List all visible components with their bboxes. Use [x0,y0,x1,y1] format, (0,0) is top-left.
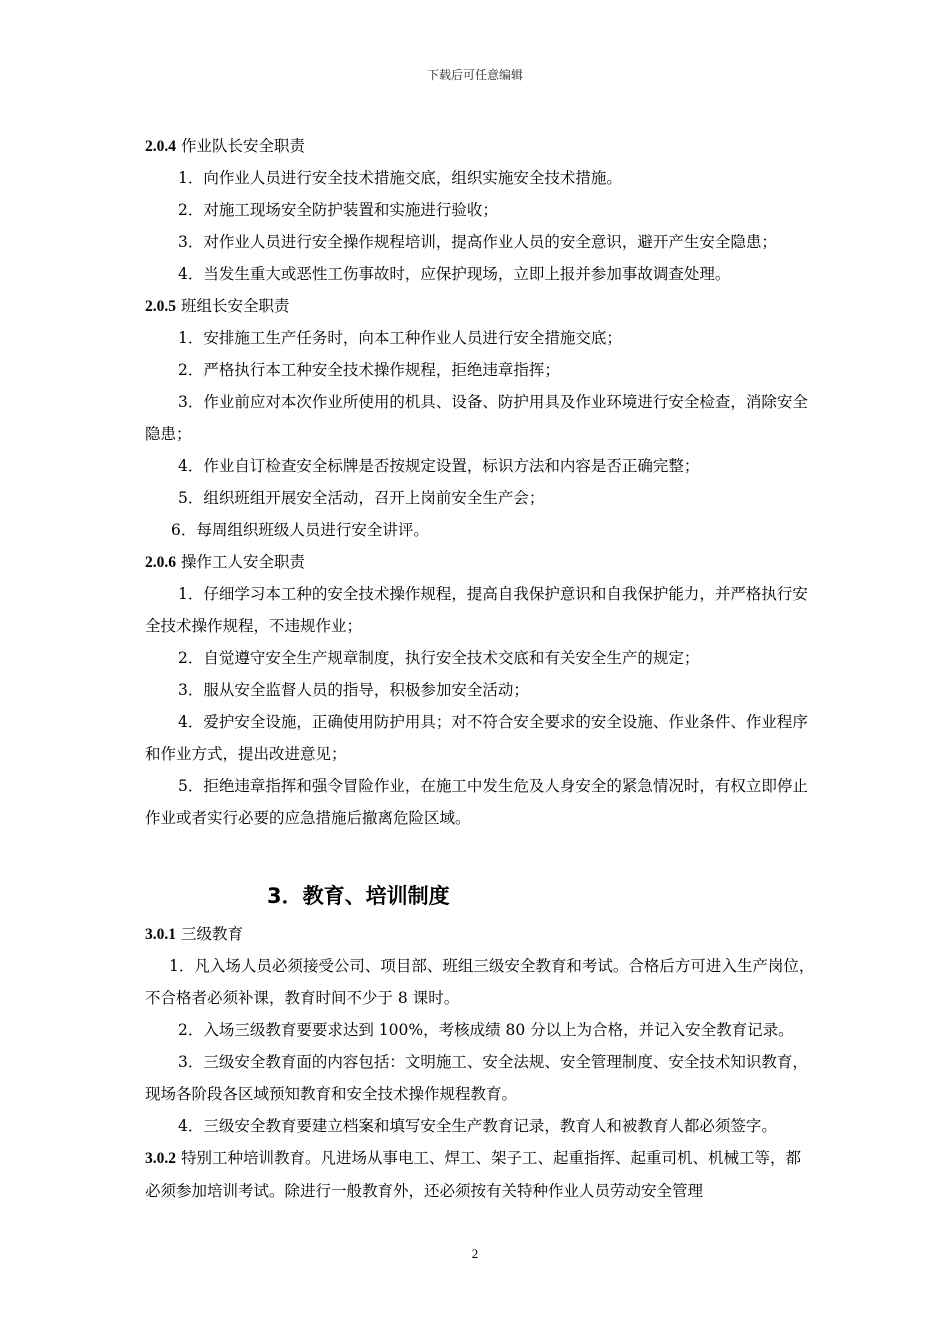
section-title: 班组长安全职责 [180,297,290,315]
section-number: 3.0.2 [145,1150,176,1167]
section-paragraph-3-0-2 [145,1142,815,1207]
list-item: 1．仔细学习本工种的安全技术操作规程，提高自我保护意识和自我保护能力，并严格执行安全技术操作规程，不违规作业； [145,585,808,635]
list-item: 4．当发生重大或恶性工伤事故时，应保护现场，立即上报并参加事故调查处理。 [178,265,731,283]
list-item: 1．安排施工生产任务时，向本工种作业人员进行安全措施交底； [178,329,622,347]
list-item: 3．服从安全监督人员的指导，积极参加安全活动； [178,681,529,699]
section-heading-3-0-1 [145,918,815,950]
spacer [145,834,815,874]
list-item: 1．向作业人员进行安全技术措施交底，组织实施安全技术措施。 [178,169,622,187]
list-item: 5．组织班组开展安全活动，召开上岗前安全生产会； [178,489,545,507]
section-number: 3.0.1 [145,926,176,943]
list-item: 2．自觉遵守安全生产规章制度，执行安全技术交底和有关安全生产的规定； [178,649,700,667]
list-item: 1．凡入场人员必须接受公司、项目部、班组三级安全教育和考试。合格后方可进入生产岗位，不合格者必须补课，教育时间不少于 8 课时。 [145,957,815,1007]
section-text: 特别工种培训教育。凡进场从事电工、焊工、架子工、起重指挥、起重司机、机械工等，都必须参加培训考试。除进行一般教育外，还必须按有关特种作业人员劳动安全管理 [145,1149,801,1200]
list-item: 4．爱护安全设施，正确使用防护用具；对不符合安全要求的安全设施、作业条件、作业程序和作业方式，提出改进意见； [145,713,808,763]
section-title: 三级教育 [180,925,243,943]
list-item: 3．作业前应对本次作业所使用的机具、设备、防护用具及作业环境进行安全检查，消除安全隐患； [145,393,808,443]
section-number: 2.0.4 [145,138,176,155]
list-item: 2．对施工现场安全防护装置和实施进行验收； [178,201,498,219]
list-item: 3．对作业人员进行安全操作规程培训，提高作业人员的安全意识，避开产生安全隐患； [178,233,777,251]
list-item: 5．拒绝违章指挥和强令冒险作业，在施工中发生危及人身安全的紧急情况时，有权立即停止作业或者实行必要的应急措施后撤离危险区域。 [145,777,808,827]
list-item: 2．严格执行本工种安全技术操作规程，拒绝违章指挥； [178,361,560,379]
list-item: 4．作业自订检查安全标牌是否按规定设置，标识方法和内容是否正确完整； [178,457,700,475]
chapter-title: 3．教育、培训制度 [267,884,450,908]
page-number: 2 [471,1246,479,1261]
section-heading-2-0-6 [145,546,815,578]
section-heading-2-0-5 [145,290,815,322]
section-heading-2-0-4 [145,130,815,162]
section-title: 作业队长安全职责 [180,137,305,155]
section-number: 2.0.6 [145,554,176,571]
list-item: 4．三级安全教育要建立档案和填写安全生产教育记录，教育人和被教育人都必须签字。 [178,1117,777,1135]
section-title: 操作工人安全职责 [180,553,305,571]
list-item: 2．入场三级教育要要求达到 100%，考核成绩 80 分以上为合格，并记入安全教育记录。 [178,1021,794,1039]
page-content [145,130,815,1207]
list-item: 6．每周组织班级人员进行安全讲评。 [171,521,429,539]
list-item: 3．三级安全教育面的内容包括：文明施工、安全法规、安全管理制度、安全技术知识教育，现场各阶段各区域预知教育和安全技术操作规程教育。 [145,1053,808,1103]
section-number: 2.0.5 [145,298,176,315]
page-header: 下载后可任意编辑 [426,68,523,82]
